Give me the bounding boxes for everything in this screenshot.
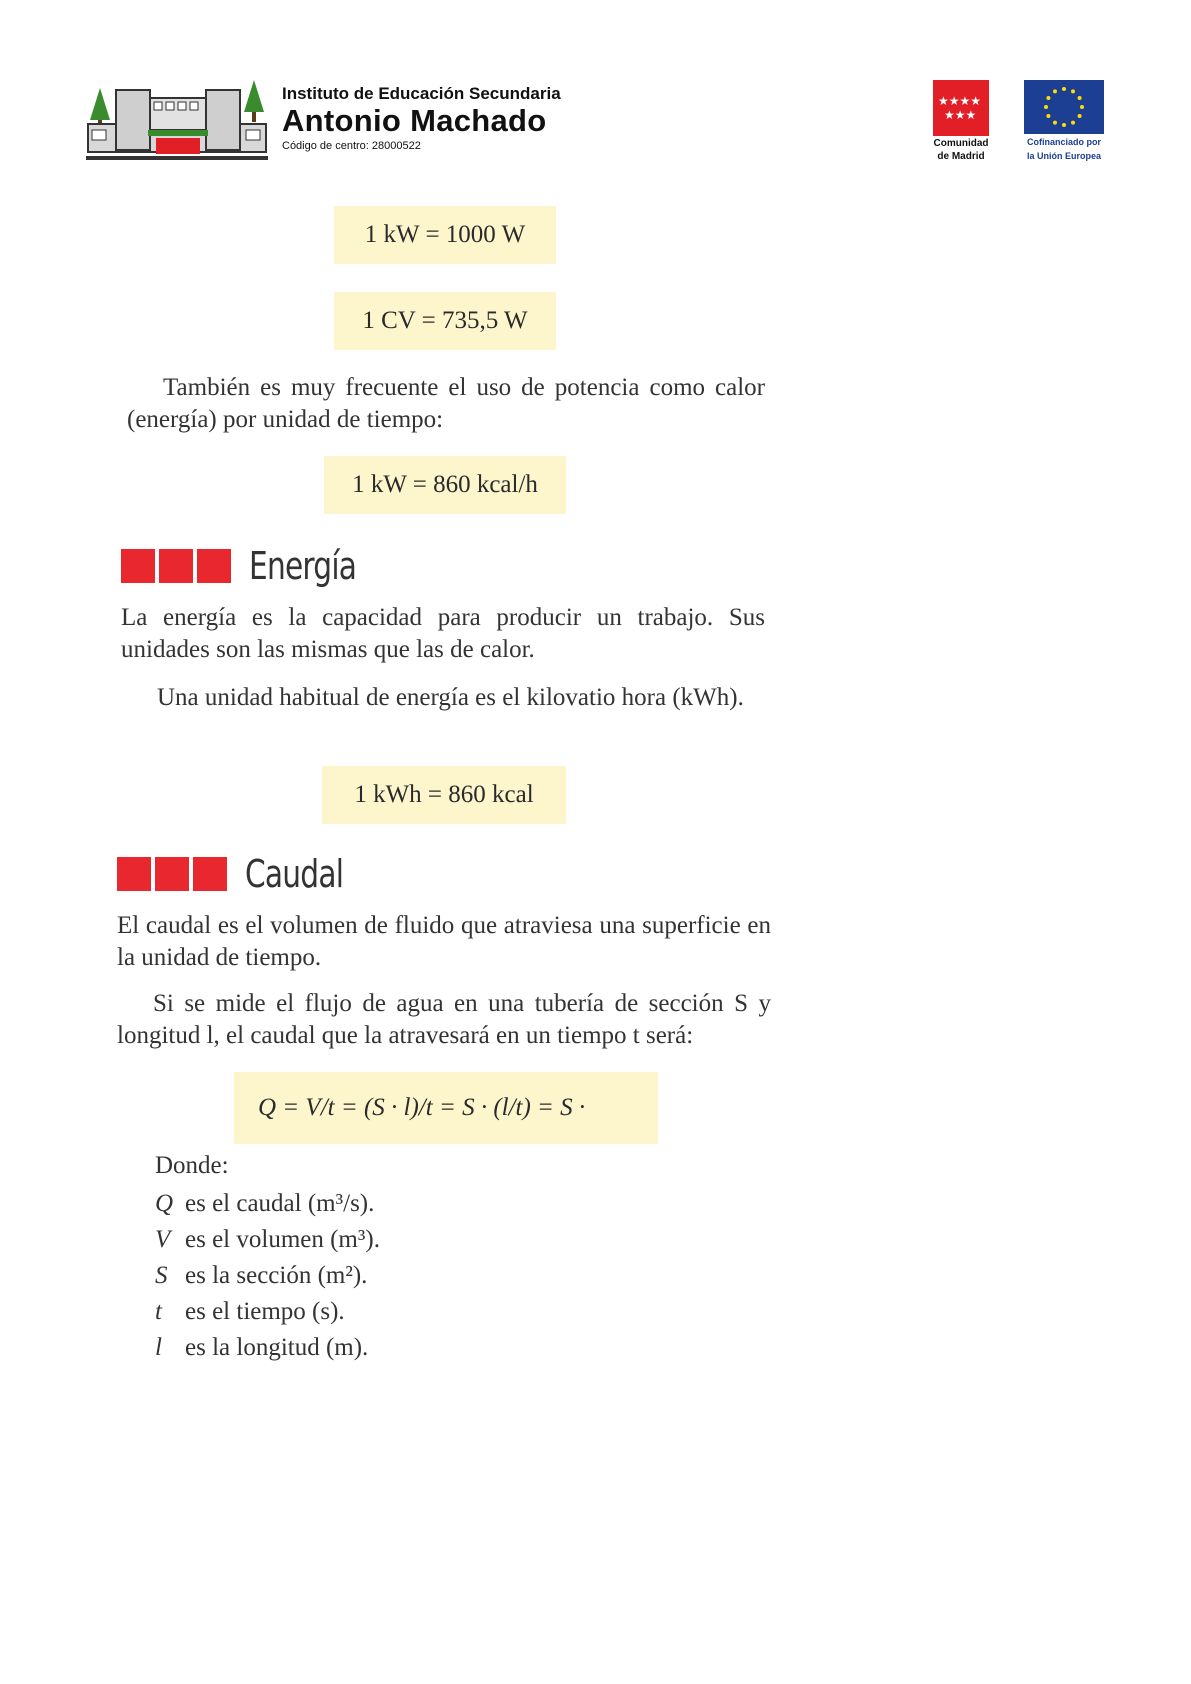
section-square-icon bbox=[155, 857, 189, 891]
svg-text:★★★★: ★★★★ bbox=[938, 94, 982, 108]
school-heading bbox=[282, 84, 561, 153]
definitions-list bbox=[155, 1186, 380, 1366]
definition-item bbox=[155, 1294, 380, 1330]
eu-caption-2: la Unión Europea bbox=[1026, 151, 1101, 161]
paragraph-power-heat-text: También es muy frecuente el uso de potencia como calor (energía) por unidad de tiempo: bbox=[127, 374, 765, 433]
paragraph-flow-pipe-text: Si se mide el flujo de agua en una tubería de sección S y longitud l, el caudal que la atravesará en un tiempo t será: bbox=[117, 990, 771, 1049]
paragraph-energy-definition: La energía es la capacidad para producir un trabajo. Sus unidades son las mismas que las de calor. bbox=[121, 604, 765, 663]
definition-item bbox=[155, 1258, 380, 1294]
definition-text: es la longitud (m). bbox=[185, 1334, 369, 1361]
comunidad-madrid-logo bbox=[930, 80, 992, 162]
definition-text: es el tiempo (s). bbox=[185, 1298, 345, 1325]
definition-text: es el caudal (m³/s). bbox=[185, 1190, 375, 1217]
definition-symbol: l bbox=[155, 1334, 162, 1361]
definition-symbol: S bbox=[155, 1262, 168, 1289]
section-energy-title: Energía bbox=[249, 544, 357, 588]
definition-symbol: t bbox=[155, 1298, 162, 1325]
paragraph-flow-pipe bbox=[117, 988, 771, 1052]
definition-symbol: V bbox=[155, 1226, 171, 1253]
paragraph-flow-definition: El caudal es el volumen de fluido que atraviesa una superficie en la unidad de tiempo. bbox=[117, 912, 771, 971]
eu-caption-1: Cofinanciado por bbox=[1027, 137, 1101, 147]
svg-text:★★★: ★★★ bbox=[944, 108, 977, 122]
section-flow bbox=[117, 852, 371, 896]
school-name: Antonio Machado bbox=[282, 103, 547, 138]
section-square-icon bbox=[117, 857, 151, 891]
paragraph-energy-unit-text: Una unidad habitual de energía es el kilovatio hora (kWh). bbox=[157, 684, 744, 711]
school-logo bbox=[86, 76, 268, 164]
school-subtitle: Instituto de Educación Secundaria bbox=[282, 84, 561, 103]
paragraph-energy-unit bbox=[121, 682, 765, 714]
definition-item bbox=[155, 1186, 380, 1222]
madrid-caption-1: Comunidad bbox=[933, 138, 989, 149]
section-square-icon bbox=[197, 549, 231, 583]
equation-kw-kcal: 1 kW = 860 kcal/h bbox=[324, 456, 566, 514]
where-label: Donde: bbox=[155, 1152, 229, 1179]
section-square-icon bbox=[193, 857, 227, 891]
definition-text: es el volumen (m³). bbox=[185, 1226, 380, 1253]
definition-item bbox=[155, 1330, 380, 1366]
madrid-caption-2: de Madrid bbox=[937, 151, 985, 162]
equation-flow-formula bbox=[234, 1072, 658, 1144]
definition-symbol: Q bbox=[155, 1190, 174, 1217]
equation-kw-w: 1 kW = 1000 W bbox=[334, 206, 556, 264]
eu-logo bbox=[1024, 80, 1104, 162]
section-flow-title: Caudal bbox=[245, 852, 344, 896]
equation-kwh-kcal: 1 kWh = 860 kcal bbox=[322, 766, 566, 824]
eu-flag-icon bbox=[1024, 80, 1104, 134]
definition-item bbox=[155, 1222, 380, 1258]
definition-text: es la sección (m²). bbox=[185, 1262, 368, 1289]
equation-flow-formula-text: Q = V/t = (S · l)/t = S · (l/t) = S · bbox=[258, 1094, 586, 1121]
section-square-icon bbox=[159, 549, 193, 583]
section-energy bbox=[121, 544, 386, 588]
madrid-stars-icon bbox=[933, 80, 989, 136]
school-code: Código de centro: 28000522 bbox=[282, 140, 421, 152]
paragraph-power-heat bbox=[127, 372, 765, 436]
section-square-icon bbox=[121, 549, 155, 583]
equation-cv-w: 1 CV = 735,5 W bbox=[334, 292, 556, 350]
